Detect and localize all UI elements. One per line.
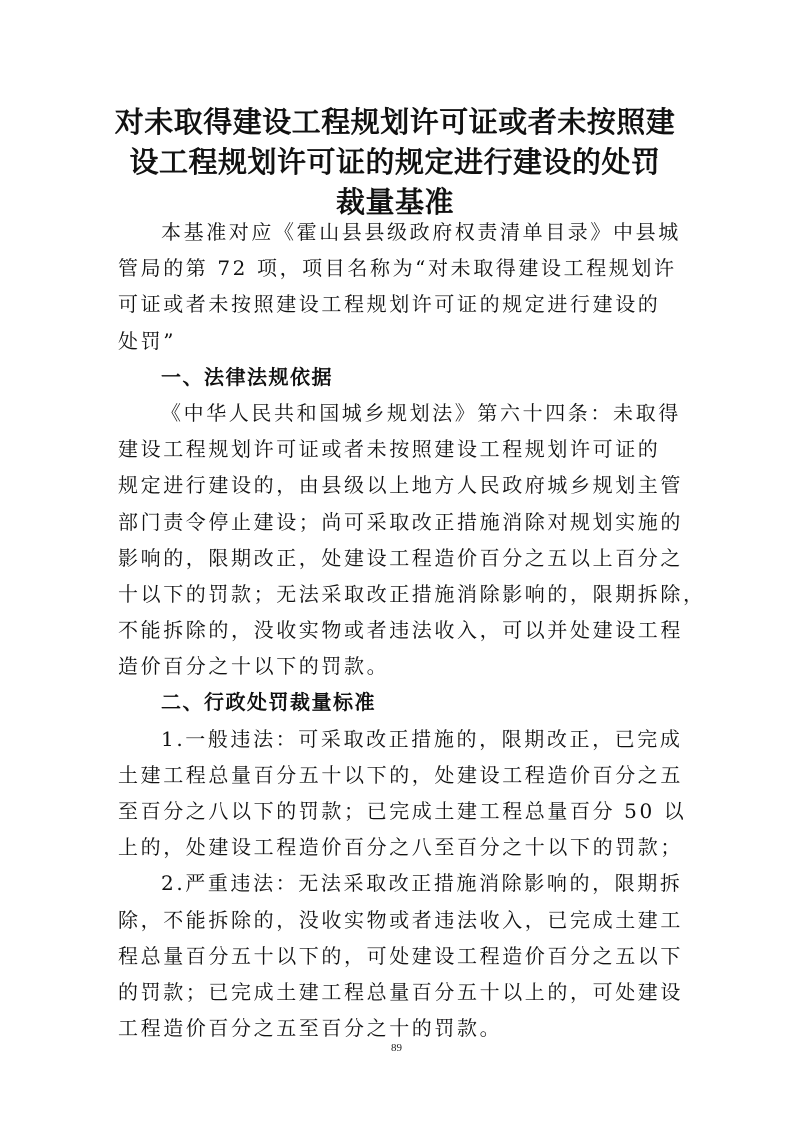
legal-basis-paragraph [118,395,706,685]
text-line: 管局的第 72 项，项目名称为“对未取得建设工程规划许 [118,256,677,281]
text-line: 造价百分之十以下的罚款。 [118,654,390,679]
intro-paragraph [118,214,684,359]
text-line: 可证或者未按照建设工程规划许可证的规定进行建设的 [118,292,661,317]
text-line: 至百分之八以下的罚款；已完成土建工程总量百分 50 以 [118,799,687,823]
text-line: 《中华人民共和国城乡规划法》第六十四条：未取得 [161,400,681,425]
title-line: 设工程规划许可证的规定进行建设的处罚 [129,145,661,179]
text-line: 影响的，限期改正，处建设工程造价百分之五以上百分之 [118,545,683,570]
standard-item-general [118,721,687,866]
standard-item-serious [118,865,684,1046]
text-line: 不能拆除的，没收实物或者违法收入，可以并处建设工程 [118,618,683,643]
page-number: 89 [391,1042,402,1054]
section-heading-legal-basis: 一、法律法规依据 [161,364,333,389]
text-line: 的罚款；已完成土建工程总量百分五十以上的，可处建设 [118,979,683,1004]
text-line: 建设工程规划许可证或者未按照建设工程规划许可证的 [118,437,661,462]
text-line: 本基准对应《霍山县县级政府权责清单目录》中县城 [161,220,681,244]
text-line: 2.严重违法：无法采取改正措施消除影响的，限期拆 [161,871,683,896]
text-line: 工程造价百分之五至百分之十的罚款。 [118,1016,503,1041]
document-title [100,102,690,222]
title-line: 对未取得建设工程规划许可证或者未按照建 [114,105,676,139]
text-line: 部门责令停止建设；尚可采取改正措施消除对规划实施的 [118,509,683,534]
text-line: 规定进行建设的，由县级以上地方人民政府城乡规划主管 [118,473,683,498]
document-body [118,214,706,1046]
text-line: 程总量百分五十以下的，可处建设工程造价百分之五以下 [118,943,683,968]
text-line: 除，不能拆除的，没收实物或者违法收入，已完成土建工 [118,907,683,932]
text-line: 十以下的罚款；无法采取改正措施消除影响的，限期拆除， [118,581,706,606]
text-line: 1.一般违法：可采取改正措施的，限期改正，已完成 [161,726,683,751]
title-line: 裁量基准 [335,185,454,219]
section-heading-penalty-standard: 二、行政处罚裁量标准 [161,690,376,715]
text-line: 处罚” [118,328,177,353]
text-line: 上的，处建设工程造价百分之八至百分之十以下的罚款； [118,835,683,860]
text-line: 土建工程总量百分五十以下的，处建设工程造价百分之五 [118,762,683,787]
